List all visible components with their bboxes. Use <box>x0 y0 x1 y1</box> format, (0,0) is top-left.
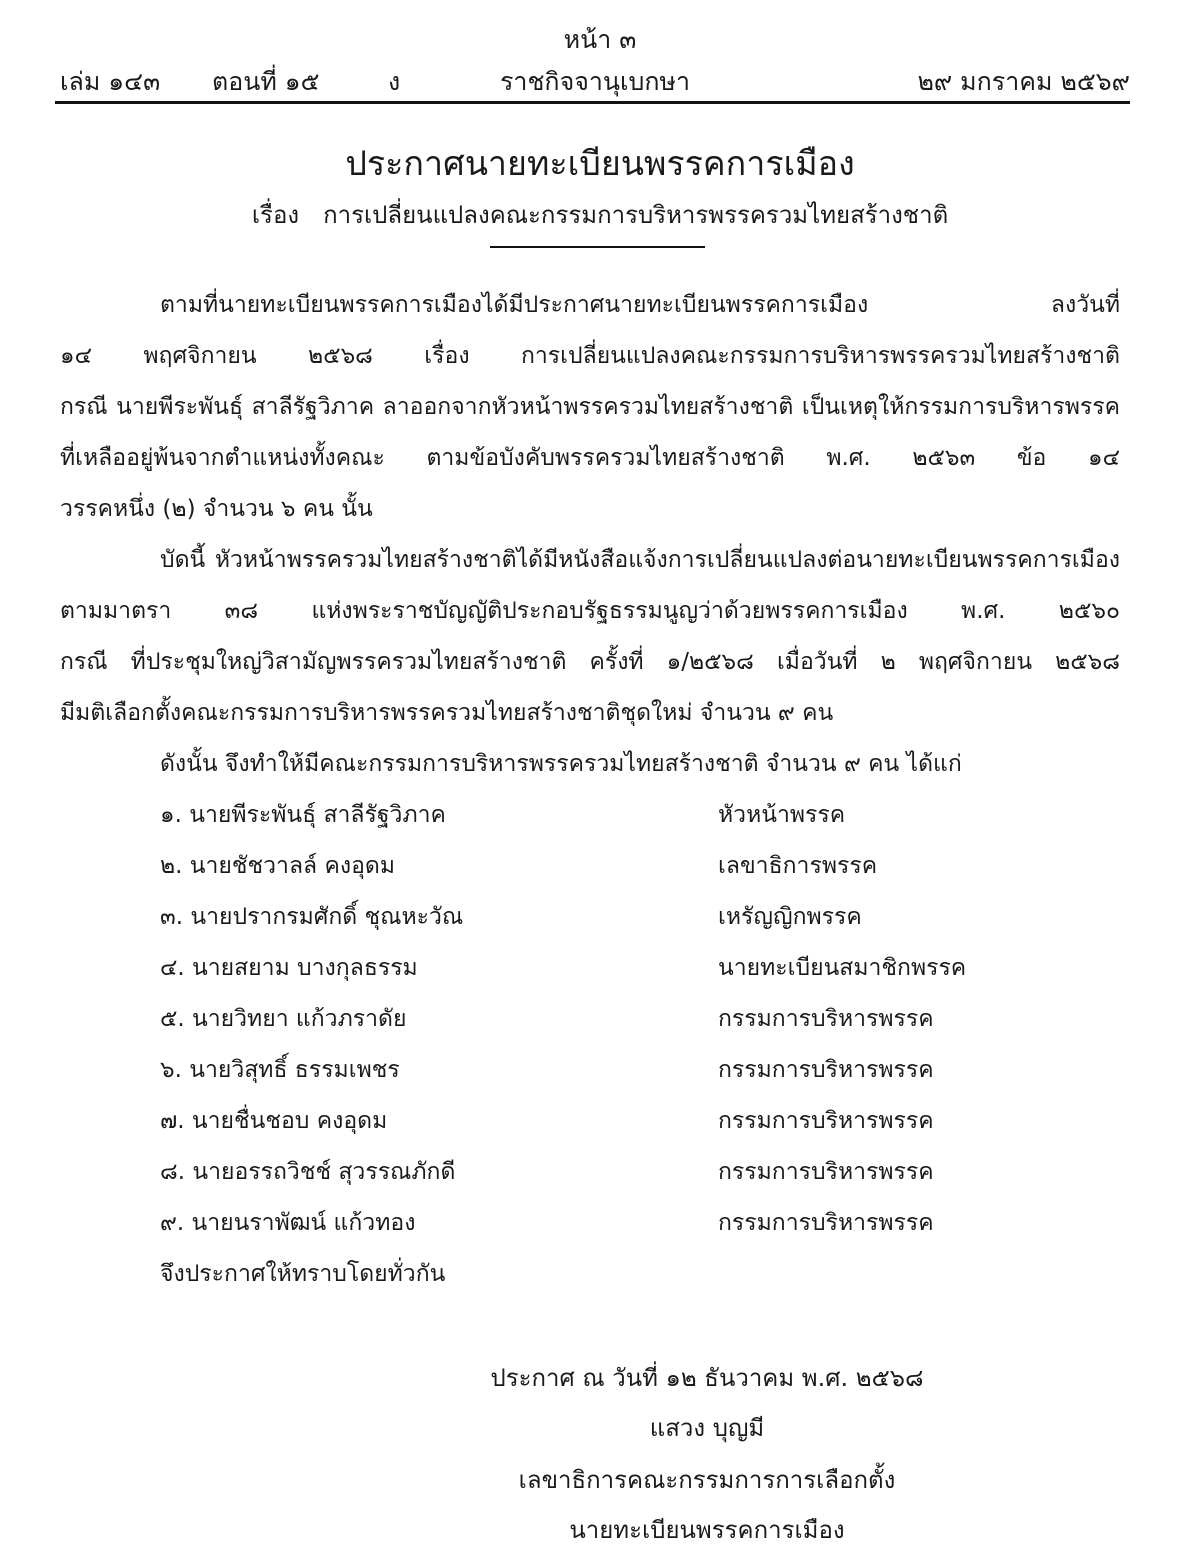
member-row <box>160 790 1060 841</box>
signatory-title: นายทะเบียนพรรคการเมือง <box>569 1516 845 1544</box>
member-number: ๙. <box>160 1210 185 1236</box>
member-number: ๘. <box>160 1159 186 1185</box>
member-role: กรรมการบริหารพรรค <box>718 1108 934 1134</box>
subject-label: เรื่อง <box>251 201 300 229</box>
member-role: กรรมการบริหารพรรค <box>718 1159 934 1185</box>
member-role: กรรมการบริหารพรรค <box>718 1057 934 1083</box>
member-name: นายสยาม บางกุลธรรม <box>192 955 418 981</box>
header-rule <box>55 101 1130 104</box>
member-name: นายพีระพันธุ์ สาลีรัฐวิภาค <box>189 802 446 828</box>
member-role: เหรัญญิกพรรค <box>718 904 862 930</box>
member-number: ๗. <box>160 1108 185 1134</box>
member-number: ๑. <box>160 802 182 828</box>
member-row <box>160 943 1060 994</box>
page-number: หน้า ๓ <box>563 25 637 54</box>
paragraph-line: ตามที่นายทะเบียนพรรคการเมืองได้มีประกาศนายทะเบียนพรรคการเมือง ลงวันที่ <box>160 292 1120 318</box>
member-number: ๒. <box>160 853 183 879</box>
paragraph-line: วรรคหนึ่ง (๒) จำนวน ๖ คน นั้น <box>60 496 373 522</box>
paragraph-line: กรณี ที่ประชุมใหญ่วิสามัญพรรครวมไทยสร้างชาติ ครั้งที่ ๑/๒๕๖๘ เมื่อวันที่ ๒ พฤศจิกายน ๒๕๖๘ <box>60 649 1120 675</box>
document-subject <box>0 195 1200 234</box>
member-number: ๔. <box>160 955 185 981</box>
paragraph-line: กรณี นายพีระพันธุ์ สาลีรัฐวิภาค ลาออกจากหัวหน้าพรรครวมไทยสร้างชาติ เป็นเหตุให้กรรมการบริหารพรรค <box>60 394 1120 420</box>
paragraph-line: ๑๔ พฤศจิกายน ๒๕๖๘ เรื่อง การเปลี่ยนแปลงคณะกรรมการบริหารพรรครวมไทยสร้างชาติ <box>60 343 1120 369</box>
member-number: ๖. <box>160 1057 182 1083</box>
publication-date: ๒๙ มกราคม ๒๕๖๙ <box>917 67 1130 96</box>
publication-name: ราชกิจจานุเบกษา <box>500 67 691 96</box>
member-number: ๓. <box>160 904 184 930</box>
document-title: ประกาศนายทะเบียนพรรคการเมือง <box>345 144 855 184</box>
member-row <box>160 1096 1060 1147</box>
member-name: นายวิสุทธิ์ ธรรมเพชร <box>189 1057 400 1083</box>
member-role: กรรมการบริหารพรรค <box>718 1006 934 1032</box>
paragraph-line: มีมติเลือกตั้งคณะกรรมการบริหารพรรครวมไทยสร้างชาติชุดใหม่ จำนวน ๙ คน <box>60 700 834 726</box>
signatory-name: แสวง บุญมี <box>649 1414 765 1442</box>
subject-text: การเปลี่ยนแปลงคณะกรรมการบริหารพรรครวมไทยสร้างชาติ <box>323 201 949 229</box>
member-role: หัวหน้าพรรค <box>718 802 846 828</box>
member-name: นายวิทยา แก้วภราดัย <box>192 1006 407 1032</box>
member-name: นายอรรถวิชช์ สุวรรณภักดี <box>192 1159 456 1185</box>
member-role: เลขาธิการพรรค <box>718 853 878 879</box>
member-row <box>160 994 1060 1045</box>
issue-number: ตอนที่ ๑๕ <box>212 67 320 96</box>
member-row <box>160 841 1060 892</box>
section-letter: ง <box>388 67 401 96</box>
member-role: กรรมการบริหารพรรค <box>718 1210 934 1236</box>
member-name: นายนราพัฒน์ แก้วทอง <box>191 1210 416 1236</box>
announcement-date: ประกาศ ณ วันที่ ๑๒ ธันวาคม พ.ศ. ๒๕๖๘ <box>490 1364 924 1392</box>
member-name: นายชัชวาลล์ คงอุดม <box>189 853 395 879</box>
member-row <box>160 892 1060 943</box>
member-name: นายชื่นชอบ คงอุดม <box>191 1108 388 1134</box>
paragraph-line: บัดนี้ หัวหน้าพรรครวมไทยสร้างชาติได้มีหนังสือแจ้งการเปลี่ยนแปลงต่อนายทะเบียนพรรคการเมือง <box>160 547 1120 573</box>
member-row <box>160 1198 1060 1249</box>
volume-number: เล่ม ๑๔๓ <box>60 67 161 96</box>
paragraph-line: ที่เหลืออยู่พ้นจากตำแหน่งทั้งคณะ ตามข้อบังคับพรรครวมไทยสร้างชาติ พ.ศ. ๒๕๖๓ ข้อ ๑๔ <box>60 445 1120 471</box>
member-row <box>160 1147 1060 1198</box>
title-divider <box>490 246 705 248</box>
paragraph-line: ดังนั้น จึงทำให้มีคณะกรรมการบริหารพรรครวมไทยสร้างชาติ จำนวน ๙ คน ได้แก่ <box>160 751 962 777</box>
member-role: นายทะเบียนสมาชิกพรรค <box>718 955 967 981</box>
paragraph-line: ตามมาตรา ๓๘ แห่งพระราชบัญญัติประกอบรัฐธรรมนูญว่าด้วยพรรคการเมือง พ.ศ. ๒๕๖๐ <box>60 598 1120 624</box>
member-row <box>160 1045 1060 1096</box>
member-number: ๕. <box>160 1006 185 1032</box>
signatory-position: เลขาธิการคณะกรรมการการเลือกตั้ง <box>518 1466 896 1494</box>
closing-statement: จึงประกาศให้ทราบโดยทั่วกัน <box>160 1261 446 1287</box>
member-name: นายปรากรมศักดิ์ ชุณหะวัณ <box>190 904 464 930</box>
